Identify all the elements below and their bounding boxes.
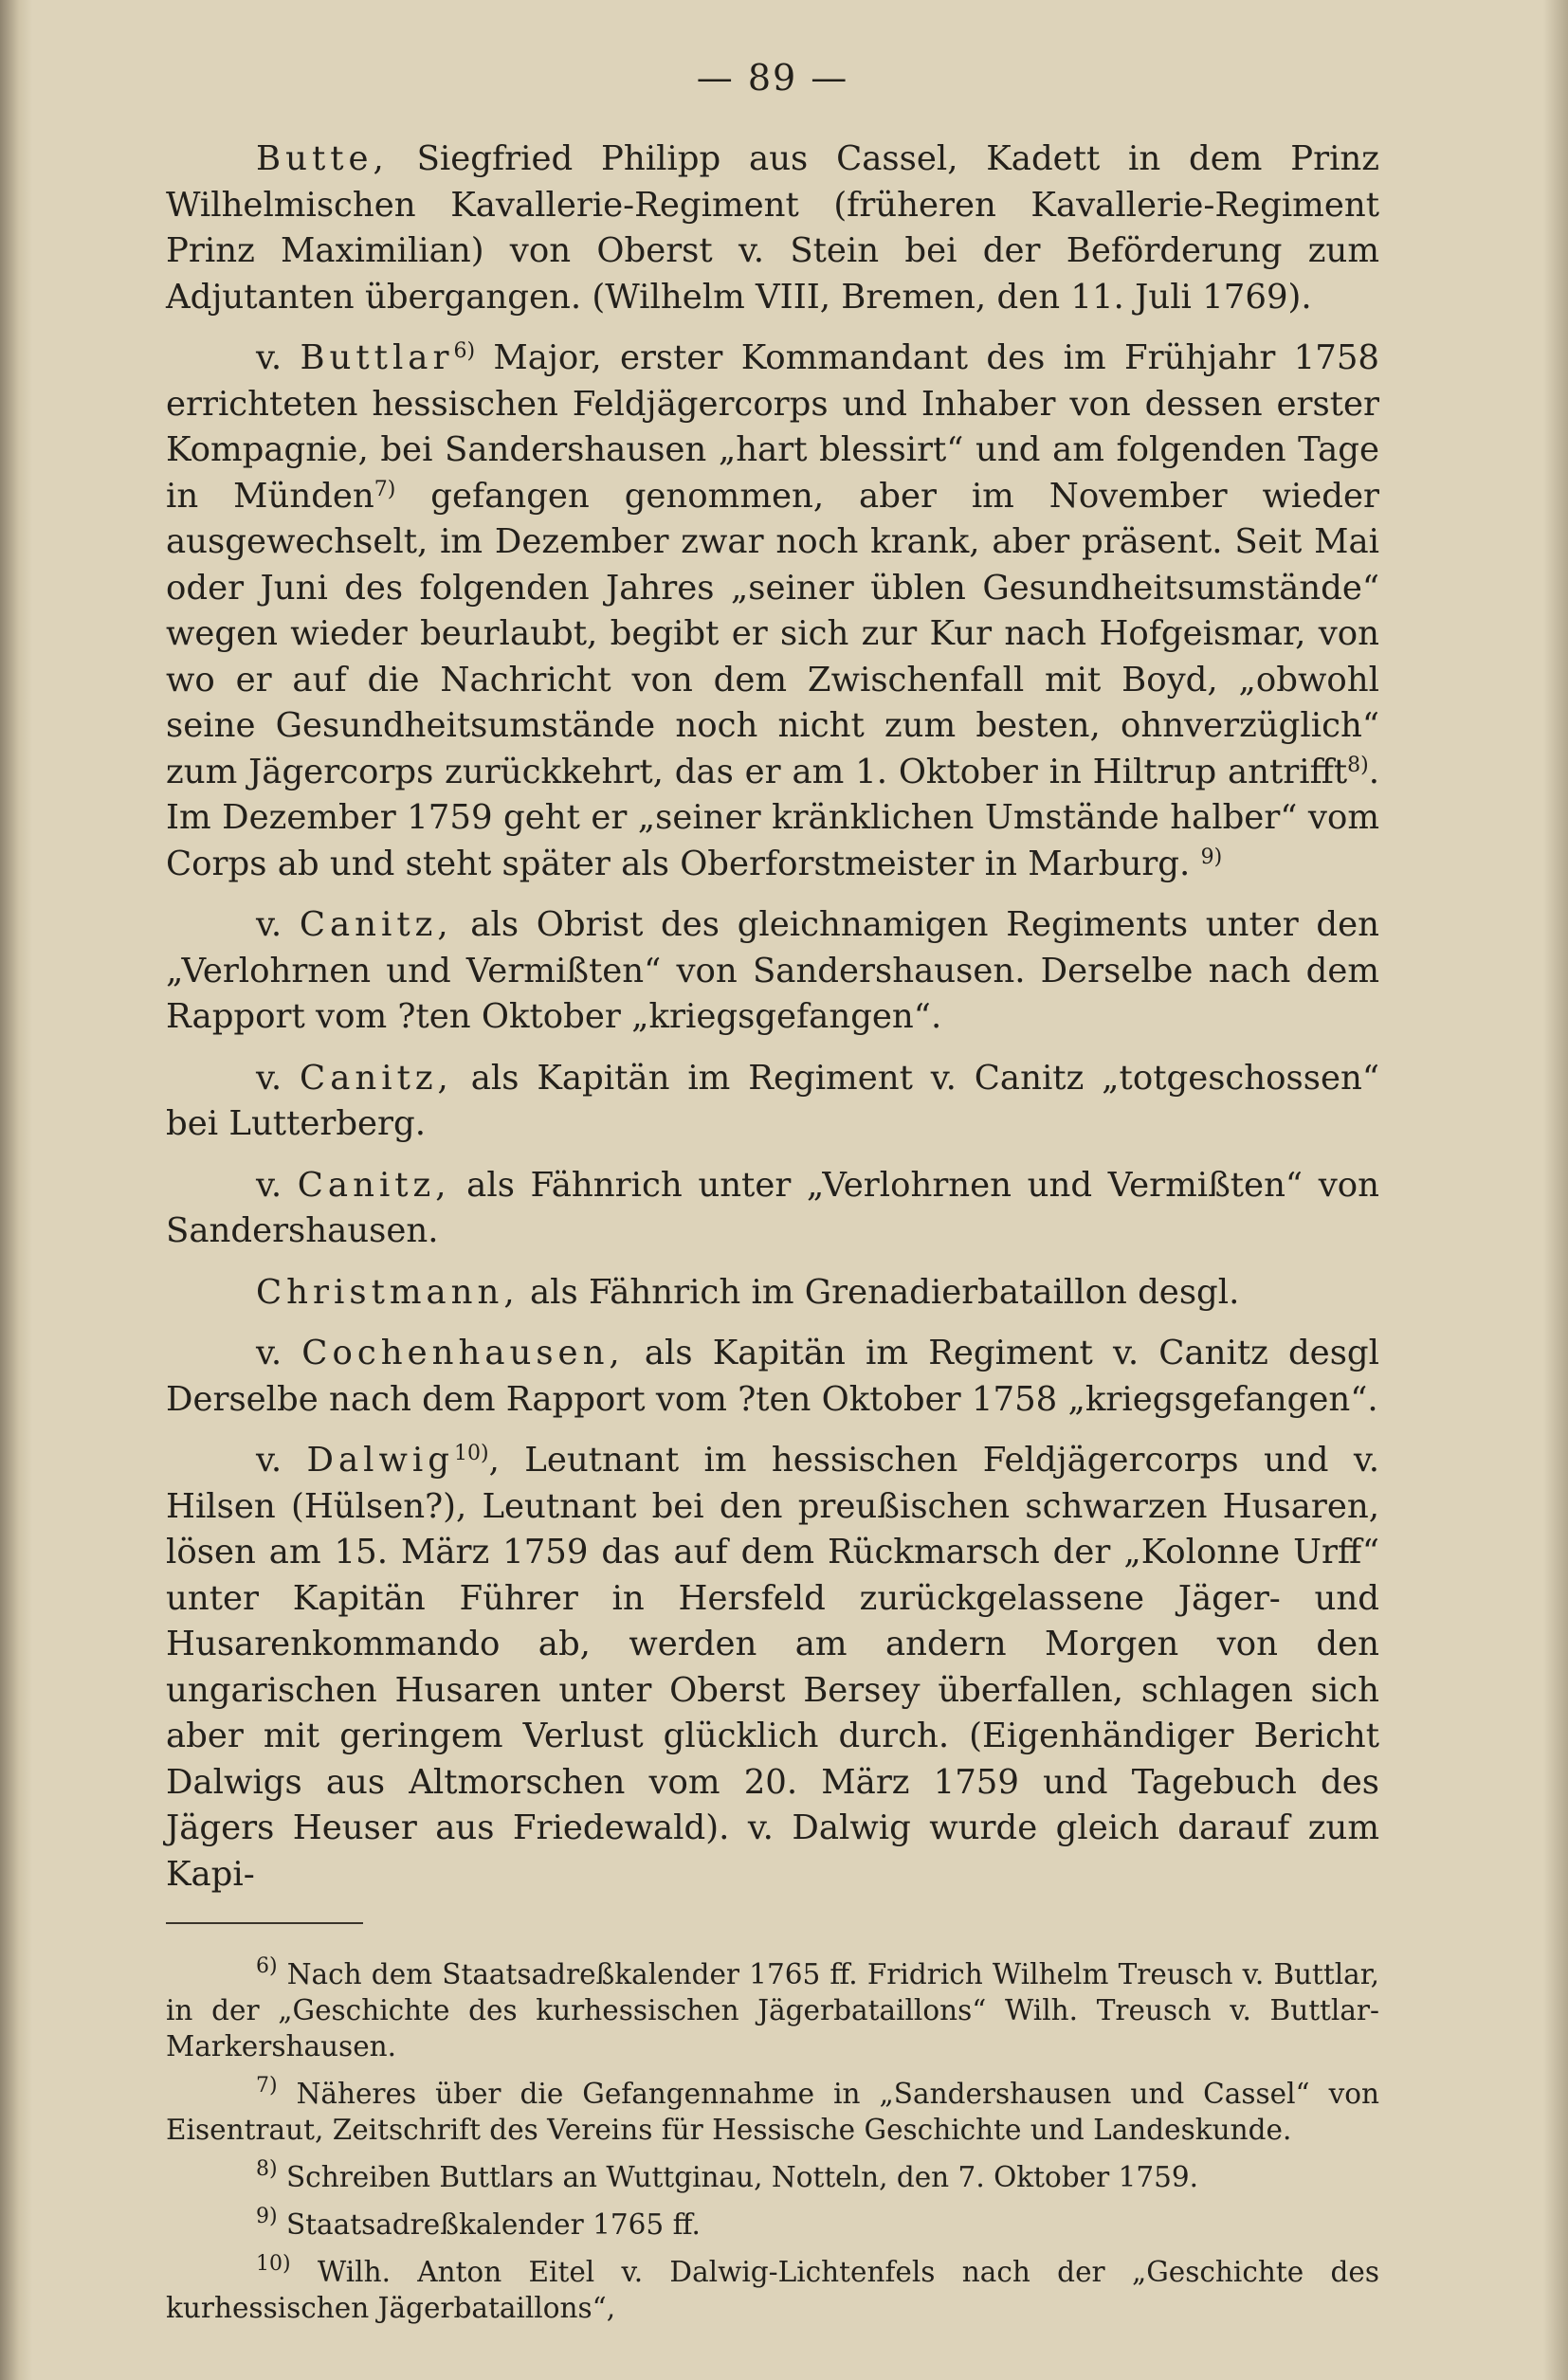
entry-text: Major, erster Kommandant des im Frühjahr 1758 errichteten hessischen Feldjägercorps und Inhaber von dessen erster Kompagnie, bei Sandershausen „hart blessirt“ und am folgenden Tage in Münden [166, 338, 1380, 516]
left-page-edge [0, 0, 32, 2380]
footnote-7 [166, 2076, 1379, 2148]
entry-prefix: v. [256, 338, 301, 377]
footnote-text: Näheres über die Gefangennahme in „Sandershausen und Cassel“ von Eisentraut, Zeitschrift des Vereins für Hessische Geschichte und Landeskunde. [166, 2078, 1379, 2146]
footnote-ref: 6) [453, 339, 476, 363]
entry-text: , Leutnant im hessischen Feldjägercorps und v. Hilsen (Hülsen?), Leutnant bei den preußischen schwarzen Husaren, lösen am 15. März 1759 das auf dem Rückmarsch der „Kolonne Urff“ unter Kapitän Führer in Hersfeld zurückgelassene Jäger- und Husarenkommando ab, werden am andern Morgen von den ungarischen Husaren unter Oberst Bersey überfallen, schlagen sich aber mit geringem Verlust glücklich durch. (Eigenhändiger Bericht Dalwigs aus Altmorschen vom 20. März 1759 und Tagebuch des Jägers Heuser aus Friedewald). v. Dalwig wurde gleich darauf zum Kapi- [166, 1441, 1379, 1894]
footnote-ref: 7) [374, 477, 396, 501]
footnote-ref: 9) [1200, 845, 1223, 869]
entry-name: Dalwig [306, 1441, 454, 1480]
page-number: — 89 — [696, 57, 849, 99]
entry-text: als Kapitän im Regiment v. Canitz desgl Derselbe nach dem Rapport vom ?ten Oktober 1758 „kriegsgefangen“. [166, 1334, 1379, 1419]
entry-prefix: v. [256, 905, 300, 944]
entry-dalwig [166, 1438, 1379, 1898]
entry-canitz-obrist [166, 902, 1379, 1041]
entry-name: Canitz, [300, 1058, 453, 1098]
entry-text: gefangen genommen, aber im November wieder ausgewechselt, im Dezember zwar noch krank, aber präsent. Seit Mai oder Juni des folgenden Jahres „seiner üblen Gesundheitsumstände“ wegen wieder beurlaubt, begibt er sich zur Kur nach Hofgeismar, von wo er auf die Nachricht von dem Zwischenfall mit Boyd, „obwohl seine Gesundheitsumstände noch nicht zum besten, ohnverzüglich“ zum Jägercorps zurückkehrt, das er am 1. Oktober in Hiltrup antrifft [166, 476, 1379, 791]
footnote-ref: 8) [1347, 753, 1369, 777]
entry-canitz-kapitaen [166, 1056, 1379, 1148]
footnote-8 [166, 2159, 1379, 2195]
footnote-text: Staatsadreßkalender 1765 ff. [277, 2208, 701, 2241]
entry-prefix: v. [256, 1441, 307, 1480]
footnote-ref: 10) [453, 1442, 489, 1465]
entry-text: als Fähnrich im Grenadierbataillon desgl. [519, 1272, 1240, 1312]
footnote-marker: 6) [256, 1954, 278, 1978]
entry-name: Christmann, [256, 1272, 520, 1312]
book-page [166, 57, 1379, 2337]
entry-name: Buttlar [300, 338, 454, 377]
footnote-text: Nach dem Staatsadreßkalender 1765 ff. Fridrich Wilhelm Treusch v. Buttlar, in der „Geschichte des kurhessischen Jägerbataillons“ Wilh. Treusch v. Buttlar-Markershausen. [166, 1958, 1379, 2062]
footnote-divider [166, 1922, 363, 1924]
entry-buttlar [166, 336, 1379, 887]
entry-butte [166, 136, 1379, 320]
entry-text: Siegfried Philipp aus Cassel, Kadett in dem Prinz Wilhelmischen Kavallerie-Regiment (früheren Kavallerie-Regiment Prinz Maximilian) von Oberst v. Stein bei der Beförderung zum Adjutanten übergangen. (Wilhelm VIII, Bremen, den 11. Juli 1769). [166, 139, 1379, 317]
entry-cochenhausen [166, 1331, 1379, 1423]
entry-name: Canitz, [299, 905, 453, 944]
footnote-marker: 9) [256, 2205, 278, 2228]
footnote-6 [166, 1956, 1379, 2064]
entry-canitz-faehnrich [166, 1163, 1379, 1255]
right-page-edge [1543, 0, 1568, 2380]
entry-text: als Kapitän im Regiment v. Canitz „totgeschossen“ bei Lutterberg. [166, 1058, 1379, 1143]
footnote-marker: 7) [256, 2074, 278, 2098]
entry-text: als Obrist des gleichnamigen Regiments unter den „Verlohrnen und Vermißten“ von Sandershausen. Derselbe nach dem Rapport vom ?ten Oktober „kriegsgefangen“. [166, 905, 1379, 1036]
footnote-text: Schreiben Buttlars an Wuttginau, Notteln, den 7. Oktober 1759. [277, 2161, 1199, 2193]
footnote-marker: 8) [256, 2157, 278, 2181]
entry-prefix: v. [256, 1058, 301, 1098]
footnote-text: Wilh. Anton Eitel v. Dalwig-Lichtenfels nach der „Geschichte des kurhessischen Jägerbataillons“, [166, 2256, 1379, 2324]
entry-text: . Im Dezember 1759 geht er „seiner kränklichen Umstände halber“ vom Corps ab und steht später als Oberforstmeister in Marburg. [166, 752, 1379, 883]
entry-text: als Fähnrich unter „Verlohrnen und Vermißten“ von Sandershausen. [166, 1165, 1379, 1250]
entry-name: Cochenhausen, [301, 1334, 625, 1372]
entry-name: Butte, [256, 139, 389, 178]
entry-prefix: v. [256, 1165, 298, 1205]
entry-prefix: v. [256, 1334, 302, 1372]
entry-name: Canitz, [297, 1165, 451, 1205]
entry-christmann [166, 1270, 1379, 1317]
footnote-9 [166, 2207, 1379, 2243]
footnote-10 [166, 2254, 1379, 2326]
footnote-marker: 10) [256, 2252, 291, 2276]
